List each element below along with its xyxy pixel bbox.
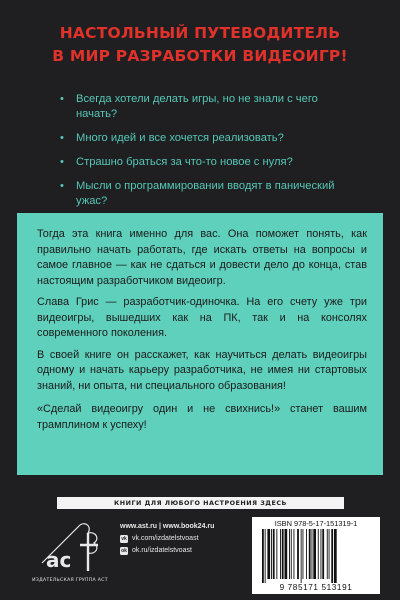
barcode-bar xyxy=(306,529,307,579)
barcode-panel xyxy=(252,517,380,594)
tagline-bar: КНИГИ ДЛЯ ЛЮБОГО НАСТРОЕНИЯ ЗДЕСЬ xyxy=(57,497,344,509)
ok-icon: ok xyxy=(121,548,127,554)
description-text xyxy=(37,227,367,439)
barcode-bar xyxy=(331,529,333,583)
barcode-bar xyxy=(313,529,316,579)
barcode-bar xyxy=(265,529,266,583)
svg-text:ac: ac xyxy=(46,548,72,572)
bullet-icon: • xyxy=(60,132,64,144)
barcode-bar xyxy=(334,529,337,583)
description-paragraph-2: Слава Грис — разработчик-одиночка. На его счету уже три видеоигры, вышедших как на ПК, так и на консолях современного поколения. xyxy=(37,296,367,339)
barcode-bar xyxy=(327,529,328,579)
bullet-icon: • xyxy=(60,93,64,105)
question-item xyxy=(60,179,350,209)
description-paragraph-1: Тогда эта книга именно для вас. Она поможет понять, как правильно начать работать, где искать ответы на вопросы и самое главное — как не сдаться и довести дело до конца, став настоящим разработчиком видеоигр. xyxy=(37,228,367,287)
vk-link-row[interactable] xyxy=(120,533,214,545)
isbn-text: ISBN 978-5-17-151319-1 xyxy=(274,519,358,528)
question-item xyxy=(60,155,350,170)
publisher-caption: ИЗДАТЕЛЬСКАЯ ГРУППА АСТ xyxy=(32,578,108,583)
barcode-bar xyxy=(312,529,313,579)
barcode-bar xyxy=(276,529,277,579)
question-text: Много идей и все хочется реализовать? xyxy=(76,132,284,144)
barcode-bar xyxy=(294,529,295,579)
description-paragraph-4: «Сделай видеоигру один и не свихнись!» станет вашим трамплином к успеху! xyxy=(37,403,367,431)
question-item xyxy=(60,131,350,146)
barcode-bar xyxy=(262,529,264,583)
barcode-bar xyxy=(291,529,292,579)
question-list xyxy=(60,92,350,218)
barcode-bar xyxy=(282,529,284,579)
bullet-icon: • xyxy=(60,180,64,192)
question-text: Мысли о программировании вводят в панический ужас? xyxy=(76,180,335,207)
question-text: Всегда хотели делать игры, но не знали с чего начать? xyxy=(76,93,318,120)
barcode-bar xyxy=(273,529,275,579)
ok-link[interactable]: ok.ru/izdatelstvoast xyxy=(132,547,192,554)
barcode-bar xyxy=(301,529,302,583)
question-item xyxy=(60,92,350,122)
barcode-bar xyxy=(297,529,299,579)
barcode-bar xyxy=(309,529,311,579)
publisher-links xyxy=(120,521,214,557)
barcode-number: 9 785171 513191 xyxy=(279,583,353,592)
barcode-bar xyxy=(321,529,322,579)
website-links[interactable]: www.ast.ru | www.book24.ru xyxy=(120,523,215,530)
ok-link-row[interactable] xyxy=(120,545,214,557)
question-text: Страшно браться за что-то новое с нуля? xyxy=(76,156,293,168)
description-panel xyxy=(17,213,383,475)
description-paragraph-3: В своей книге он расскажет, как научиться делать видеоигры одному и начать карьеру разработчика, не имея ни стартовых знаний, ни опыта, ни специального образования! xyxy=(37,348,367,392)
barcode-bar xyxy=(322,529,324,579)
vk-icon: vk xyxy=(121,536,127,542)
barcode-bar xyxy=(271,529,272,579)
barcode-bar xyxy=(289,529,290,579)
barcode-bar xyxy=(303,529,304,579)
vk-link[interactable]: vk.com/izdatelstvoast xyxy=(132,535,199,542)
barcode-bar xyxy=(285,529,288,579)
barcode-icon xyxy=(260,529,372,583)
back-cover-headline xyxy=(0,22,400,68)
headline-line-1: НАСТОЛЬНЫЙ ПУТЕВОДИТЕЛЬ xyxy=(59,24,341,42)
bullet-icon: • xyxy=(60,156,64,168)
barcode-bar xyxy=(318,529,319,579)
barcode-bar xyxy=(267,529,270,579)
barcode-bar xyxy=(280,529,281,579)
headline-line-2: В МИР РАЗРАБОТКИ ВИДЕОИГР! xyxy=(52,47,348,65)
barcode-bar xyxy=(329,529,330,579)
ast-logo-icon xyxy=(36,519,106,575)
